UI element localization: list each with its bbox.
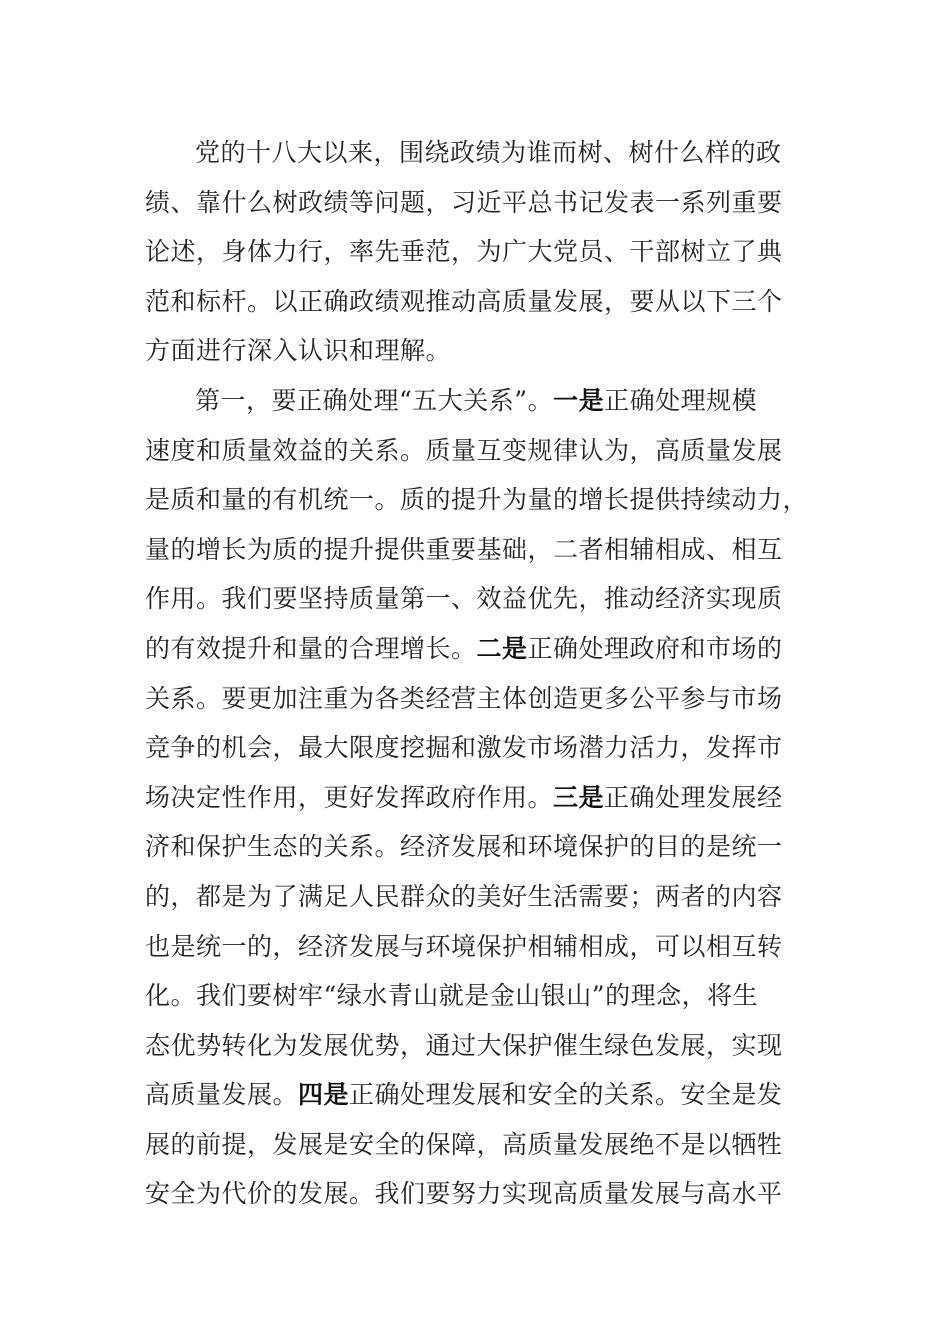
text-segment: 竞争的机会，最大限度挖掘和激发市场潜力活力，发挥市 (145, 733, 783, 763)
body-text (145, 128, 809, 1219)
text-segment: 化。我们要树牢“绿水青山就是金山银山”的理念，将生 (145, 981, 759, 1011)
text-segment: 范和标杆。以正确政绩观推动高质量发展，要从以下三个 (145, 286, 783, 316)
paragraph-2-line-10 (145, 822, 805, 872)
paragraph-1-line-5 (145, 326, 805, 376)
paragraph-1-line-4 (145, 277, 805, 327)
paragraph-2-line-13 (145, 971, 805, 1021)
paragraph-1-line-2 (145, 178, 805, 228)
text-segment: 关系。要更加注重为各类经营主体创造更多公平参与市场 (145, 683, 783, 713)
paragraph-2-line-11 (145, 872, 805, 922)
text-segment: 正确处理政府和市场的 (527, 633, 783, 663)
paragraph-1-line-1 (145, 128, 805, 178)
text-segment: 场决定性作用，更好发挥政府作用。 (145, 782, 554, 812)
text-segment: 第一，要正确处理“五大关系”。 (195, 385, 554, 415)
text-segment: 作用。我们要坚持质量第一、效益优先，推动经济实现质 (145, 584, 783, 614)
text-segment: 党的十八大以来，围绕政绩为谁而树、树什么样的政 (195, 138, 782, 167)
text-segment: 正确处理发展和安全的关系。安全是发 (349, 1080, 783, 1110)
bold-lead-phrase: 三是 (553, 782, 605, 812)
paragraph-2-line-15 (145, 1070, 805, 1120)
paragraph-2-line-6 (145, 624, 805, 674)
text-segment: 也是统一的，经济发展与环境保护相辅相成，可以相互转 (145, 931, 783, 961)
bold-lead-phrase: 二是 (476, 633, 528, 663)
text-segment: 的有效提升和量的合理增长。 (145, 633, 477, 663)
paragraph-2-line-1 (145, 376, 805, 426)
text-segment: 速度和质量效益的关系。质量互变规律认为，高质量发展 (145, 435, 783, 465)
paragraph-2-line-5 (145, 574, 805, 624)
bold-lead-phrase: 四是 (298, 1080, 350, 1110)
paragraph-2-line-4 (145, 525, 805, 575)
text-segment: 态优势转化为发展优势，通过大保护催生绿色发展，实现 (145, 1030, 783, 1060)
bold-lead-phrase: 一是 (553, 385, 605, 415)
text-segment: 济和保护生态的关系。经济发展和环境保护的目的是统一 (145, 832, 783, 862)
text-segment: 正确处理规模 (604, 385, 758, 415)
paragraph-2-line-2 (145, 426, 805, 476)
text-segment: 绩、靠什么树政绩等问题，习近平总书记发表一系列重要 (145, 187, 783, 217)
text-segment: 是质和量的有机统一。质的提升为量的增长提供持续动力， (145, 485, 809, 515)
text-segment: 论述，身体力行，率先垂范，为广大党员、干部树立了典 (145, 237, 783, 267)
paragraph-2-line-9 (145, 773, 805, 823)
text-segment: 安全为代价的发展。我们要努力实现高质量发展与高水平 (145, 1179, 783, 1209)
paragraph-2-line-3 (145, 475, 809, 525)
paragraph-2-line-16 (145, 1120, 805, 1170)
text-segment: 量的增长为质的提升提供重要基础，二者相辅相成、相互 (145, 534, 783, 564)
text-segment: 高质量发展。 (145, 1080, 299, 1110)
text-segment: 的，都是为了满足人民群众的美好生活需要；两者的内容 (145, 881, 783, 911)
text-segment: 方面进行深入认识和理解。 (145, 336, 452, 366)
paragraph-1-line-3 (145, 227, 805, 277)
text-segment: 展的前提，发展是安全的保障，高质量发展绝不是以牺牲 (145, 1129, 783, 1159)
paragraph-2-line-14 (145, 1021, 805, 1071)
paragraph-2-line-17 (145, 1169, 805, 1219)
paragraph-2-line-7 (145, 674, 805, 724)
paragraph-2-line-12 (145, 922, 805, 972)
paragraph-2-line-8 (145, 723, 805, 773)
text-segment: 正确处理发展经 (604, 782, 783, 812)
